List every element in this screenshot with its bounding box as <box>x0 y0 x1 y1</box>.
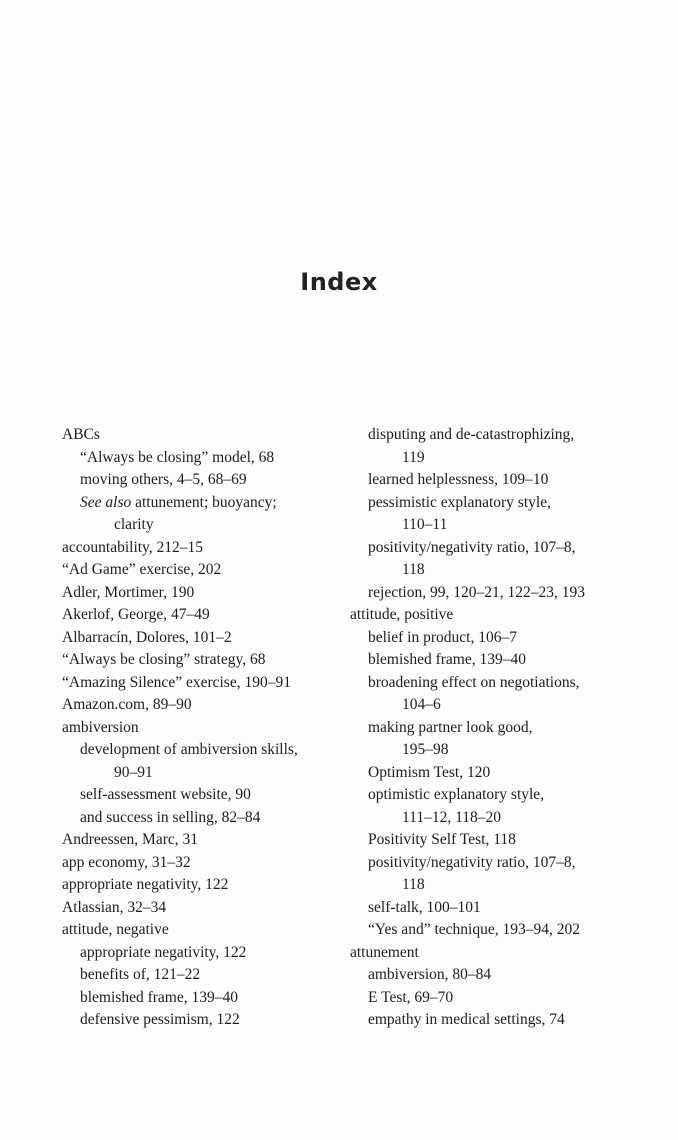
index-entry-text: blemished frame, 139–40 <box>80 988 238 1006</box>
index-entry-text: ABCs <box>62 426 100 443</box>
index-entry <box>62 672 332 695</box>
index-entry <box>350 492 650 515</box>
index-entry-text: ambiversion, 80–84 <box>368 966 492 983</box>
index-entry <box>350 424 650 447</box>
index-entry <box>62 1009 332 1032</box>
index-entry <box>350 807 650 830</box>
index-entry <box>62 694 332 717</box>
index-entry <box>62 987 332 1010</box>
index-entry-text: Andreessen, Marc, 31 <box>62 831 199 848</box>
index-entry <box>350 1009 650 1032</box>
index-entry-text: empathy in medical settings, 74 <box>368 1011 565 1028</box>
index-entry <box>62 762 332 785</box>
index-column-left <box>62 424 332 1032</box>
index-entry <box>62 919 332 942</box>
index-entry <box>350 604 650 627</box>
index-entry-text: 119 <box>402 448 425 466</box>
index-entry-text: “Yes and” technique, 193–94, 202 <box>368 921 580 938</box>
index-entry <box>62 559 332 582</box>
index-entry <box>350 694 650 717</box>
index-entry-text: positivity/negativity ratio, 107–8, <box>368 853 576 871</box>
index-entry-text: attitude, negative <box>62 921 169 938</box>
index-entry <box>62 784 332 807</box>
index-entry-text: benefits of, 121–22 <box>80 966 201 983</box>
index-entry-text: moving others, 4–5, 68–69 <box>80 471 247 488</box>
index-entry-text: 118 <box>402 561 425 578</box>
index-entry-text: and success in selling, 82–84 <box>80 808 261 826</box>
index-entry-text: appropriate negativity, 122 <box>62 876 229 893</box>
index-entry <box>62 942 332 965</box>
index-entry <box>350 897 650 920</box>
index-entry-text: rejection, 99, 120–21, 122–23, 193 <box>368 583 585 601</box>
index-entry <box>350 987 650 1010</box>
see-also-label: See also <box>80 493 132 511</box>
index-entry <box>62 649 332 672</box>
index-entry-text: accountability, 212–15 <box>62 538 204 556</box>
index-entry <box>350 852 650 875</box>
index-entry <box>350 919 650 942</box>
index-entry-text: 195–98 <box>402 741 449 758</box>
index-entry <box>62 492 332 515</box>
index-entry-text: clarity <box>114 516 154 533</box>
index-entry <box>62 852 332 875</box>
index-entry-text: “Amazing Silence” exercise, 190–91 <box>62 673 291 691</box>
index-entry <box>62 964 332 987</box>
index-entry-text: optimistic explanatory style, <box>368 786 545 803</box>
index-entry-text: self-talk, 100–101 <box>368 898 481 916</box>
index-entry-text: “Ad Game” exercise, 202 <box>62 561 222 578</box>
index-entry <box>350 717 650 740</box>
index-entry <box>350 582 650 605</box>
index-entry <box>350 964 650 987</box>
index-entry <box>62 537 332 560</box>
index-entry <box>62 739 332 762</box>
index-entry <box>350 649 650 672</box>
index-entry <box>350 469 650 492</box>
index-entry <box>350 537 650 560</box>
index-entry-text: Adler, Mortimer, 190 <box>62 583 195 601</box>
index-entry <box>350 514 650 537</box>
index-entry-text: self-assessment website, 90 <box>80 786 251 803</box>
index-entry-text: Amazon.com, 89–90 <box>62 696 192 713</box>
index-entry <box>62 897 332 920</box>
index-entry <box>62 807 332 830</box>
index-entry-text: blemished frame, 139–40 <box>368 651 526 668</box>
index-entry <box>62 717 332 740</box>
index-entry-text: development of ambiversion skills, <box>80 741 298 758</box>
index-entry-text: Albarracín, Dolores, 101–2 <box>62 628 232 646</box>
index-entry <box>350 447 650 470</box>
index-entry <box>350 672 650 695</box>
index-entry-text: learned helplessness, 109–10 <box>368 471 549 488</box>
index-entry-text: ambiversion <box>62 718 139 736</box>
index-entry <box>62 829 332 852</box>
index-entry-text: Optimism Test, 120 <box>368 763 491 781</box>
index-entry-text: attunement; buoyancy; <box>131 493 277 511</box>
index-entry <box>350 627 650 650</box>
index-entry-text: E Test, 69–70 <box>368 988 454 1006</box>
index-entry-text: attunement <box>350 943 419 961</box>
index-entry-text: 110–11 <box>402 516 448 533</box>
index-entry <box>62 604 332 627</box>
index-entry-text: “Always be closing” model, 68 <box>80 448 275 466</box>
index-entry-text: Akerlof, George, 47–49 <box>62 606 210 623</box>
index-entry-text: disputing and de-catastrophizing, <box>368 426 575 443</box>
index-entry <box>350 559 650 582</box>
index-entry <box>350 784 650 807</box>
index-entry <box>350 942 650 965</box>
index-entry-text: Atlassian, 32–34 <box>62 898 167 916</box>
index-column-right <box>350 424 650 1032</box>
index-entry-text: 90–91 <box>114 763 153 781</box>
index-entry-text: defensive pessimism, 122 <box>80 1011 240 1028</box>
index-entry-text: attitude, positive <box>350 606 454 623</box>
index-entry <box>62 874 332 897</box>
index-entry-text: 118 <box>402 876 425 893</box>
index-entry <box>350 762 650 785</box>
index-entry-text: 104–6 <box>402 696 441 713</box>
index-entry-text: making partner look good, <box>368 718 533 736</box>
index-entry <box>62 447 332 470</box>
index-entry-text: pessimistic explanatory style, <box>368 493 551 511</box>
index-entry-text: broadening effect on negotiations, <box>368 673 580 691</box>
index-entry <box>62 469 332 492</box>
index-entry <box>350 739 650 762</box>
index-entry-text: “Always be closing” strategy, 68 <box>62 651 266 668</box>
index-entry-text: appropriate negativity, 122 <box>80 943 247 961</box>
index-entry <box>350 874 650 897</box>
index-entry-text: Positivity Self Test, 118 <box>368 831 516 848</box>
index-entry-text: app economy, 31–32 <box>62 853 191 871</box>
index-entry <box>62 627 332 650</box>
index-entry-text: positivity/negativity ratio, 107–8, <box>368 538 576 556</box>
page-title: Index <box>300 268 378 297</box>
index-entry-text: belief in product, 106–7 <box>368 628 517 646</box>
index-entry <box>62 582 332 605</box>
index-entry <box>62 424 332 447</box>
index-entry <box>62 514 332 537</box>
index-entry-text: 111–12, 118–20 <box>402 808 502 826</box>
index-entry <box>350 829 650 852</box>
